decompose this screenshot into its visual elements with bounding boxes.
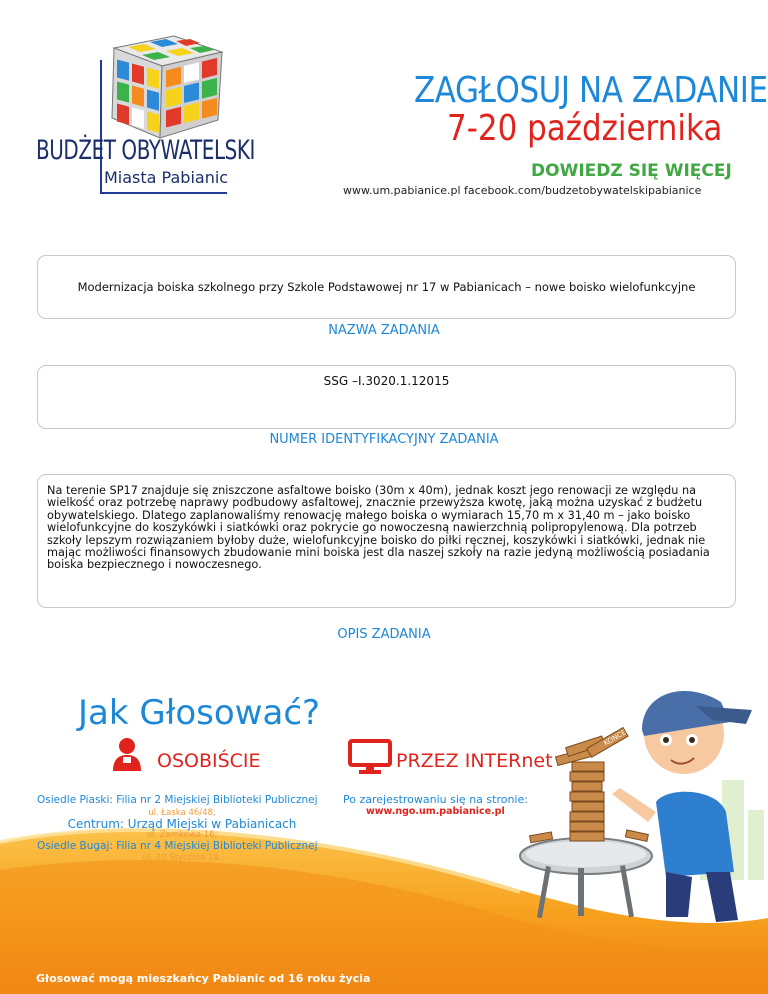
- task-id-caption: NUMER IDENTYFIKACYJNY ZADANIA: [269, 432, 499, 447]
- task-description-box: [37, 474, 736, 608]
- learn-more-heading: DOWIEDZ SIĘ WIĘCEJ: [531, 161, 732, 181]
- location-address: ul. 20 Stycznia 14.: [142, 853, 222, 863]
- jenga-block-label: KONCERT: [602, 724, 636, 748]
- location-address: ul. Zamkowa 16;: [146, 830, 218, 840]
- task-id-box: [37, 365, 736, 429]
- task-name-caption: NAZWA ZADANIA: [328, 323, 440, 338]
- boy-playing-jenga-illustration: [516, 672, 768, 932]
- logo-title: BUDŻET OBYWATELSKI: [36, 135, 256, 166]
- website-links[interactable]: www.um.pabianice.pl facebook.com/budzetobywatelskipabianice: [343, 184, 702, 197]
- vote-dates: 7-20 października: [447, 108, 723, 149]
- online-note: Po zarejestrowaniu się na stronie:: [343, 793, 528, 806]
- vote-online-label: PRZEZ INTERnet: [396, 750, 553, 772]
- vote-title: ZAGŁOSUJ NA ZADANIE: [414, 70, 768, 111]
- person-icon: [110, 737, 144, 773]
- task-description: Na terenie SP17 znajduje się zniszczone asfaltowe boisko (30m x 40m), jednak koszt jego renowacji ze względu na wielkość oraz potrzebę naprawy podbudowy asfaltowej, znacznie przewyższa kwotę, jaką można uzyskać z budżetu obywatelskiego. Dlatego zaplanowaliśmy renowację małego boiska o wymiarach 15,70 m x 31,40 m – jako boisko wielofunkcyjne do koszykówki i siatkówki oraz pokrycie go nowoczesną nawierzchnią polipropylenową. Dla potrzeb szkoły lepszym rozwiązaniem byłoby duże, wielofunkcyjne boisko do piłki ręcznej, koszykówki i siatkówki, jednak nie mając możliwości finansowych zbudowanie mini boiska jest dla naszej szkoły na razie jedyną możliwością posiadania boiska bezpiecznego i nowoczesnego.: [47, 484, 710, 572]
- location-name: Centrum: Urząd Miejski w Pabianicach: [67, 817, 297, 831]
- task-id: SSG –I.3020.1.12015: [323, 374, 450, 388]
- location-address: ul. Łaska 46/48;: [148, 808, 216, 818]
- location-name: Osiedle Piaski: Filia nr 2 Miejskiej Biblioteki Publicznej: [37, 794, 318, 806]
- vote-in-person-label: OSOBIŚCIE: [157, 750, 261, 772]
- location-name: Osiedle Bugaj: Filia nr 4 Miejskiej Biblioteki Publicznej: [37, 840, 318, 852]
- logo-subtitle: Miasta Pabianic: [104, 168, 229, 187]
- task-name-box: [37, 255, 736, 319]
- online-url-link[interactable]: www.ngo.um.pabianice.pl: [366, 806, 505, 817]
- eligibility-note: Głosować mogą mieszkańcy Pabianic od 16 roku życia: [36, 972, 371, 985]
- computer-monitor-icon: [348, 739, 392, 775]
- rubiks-cube-icon: [104, 34, 226, 142]
- how-to-vote-heading: Jak Głosować?: [78, 693, 321, 733]
- task-name: Modernizacja boiska szkolnego przy Szkole Podstawowej nr 17 w Pabianicach – nowe boisko wielofunkcyjne: [77, 280, 696, 294]
- task-description-caption: OPIS ZADANIA: [337, 627, 431, 642]
